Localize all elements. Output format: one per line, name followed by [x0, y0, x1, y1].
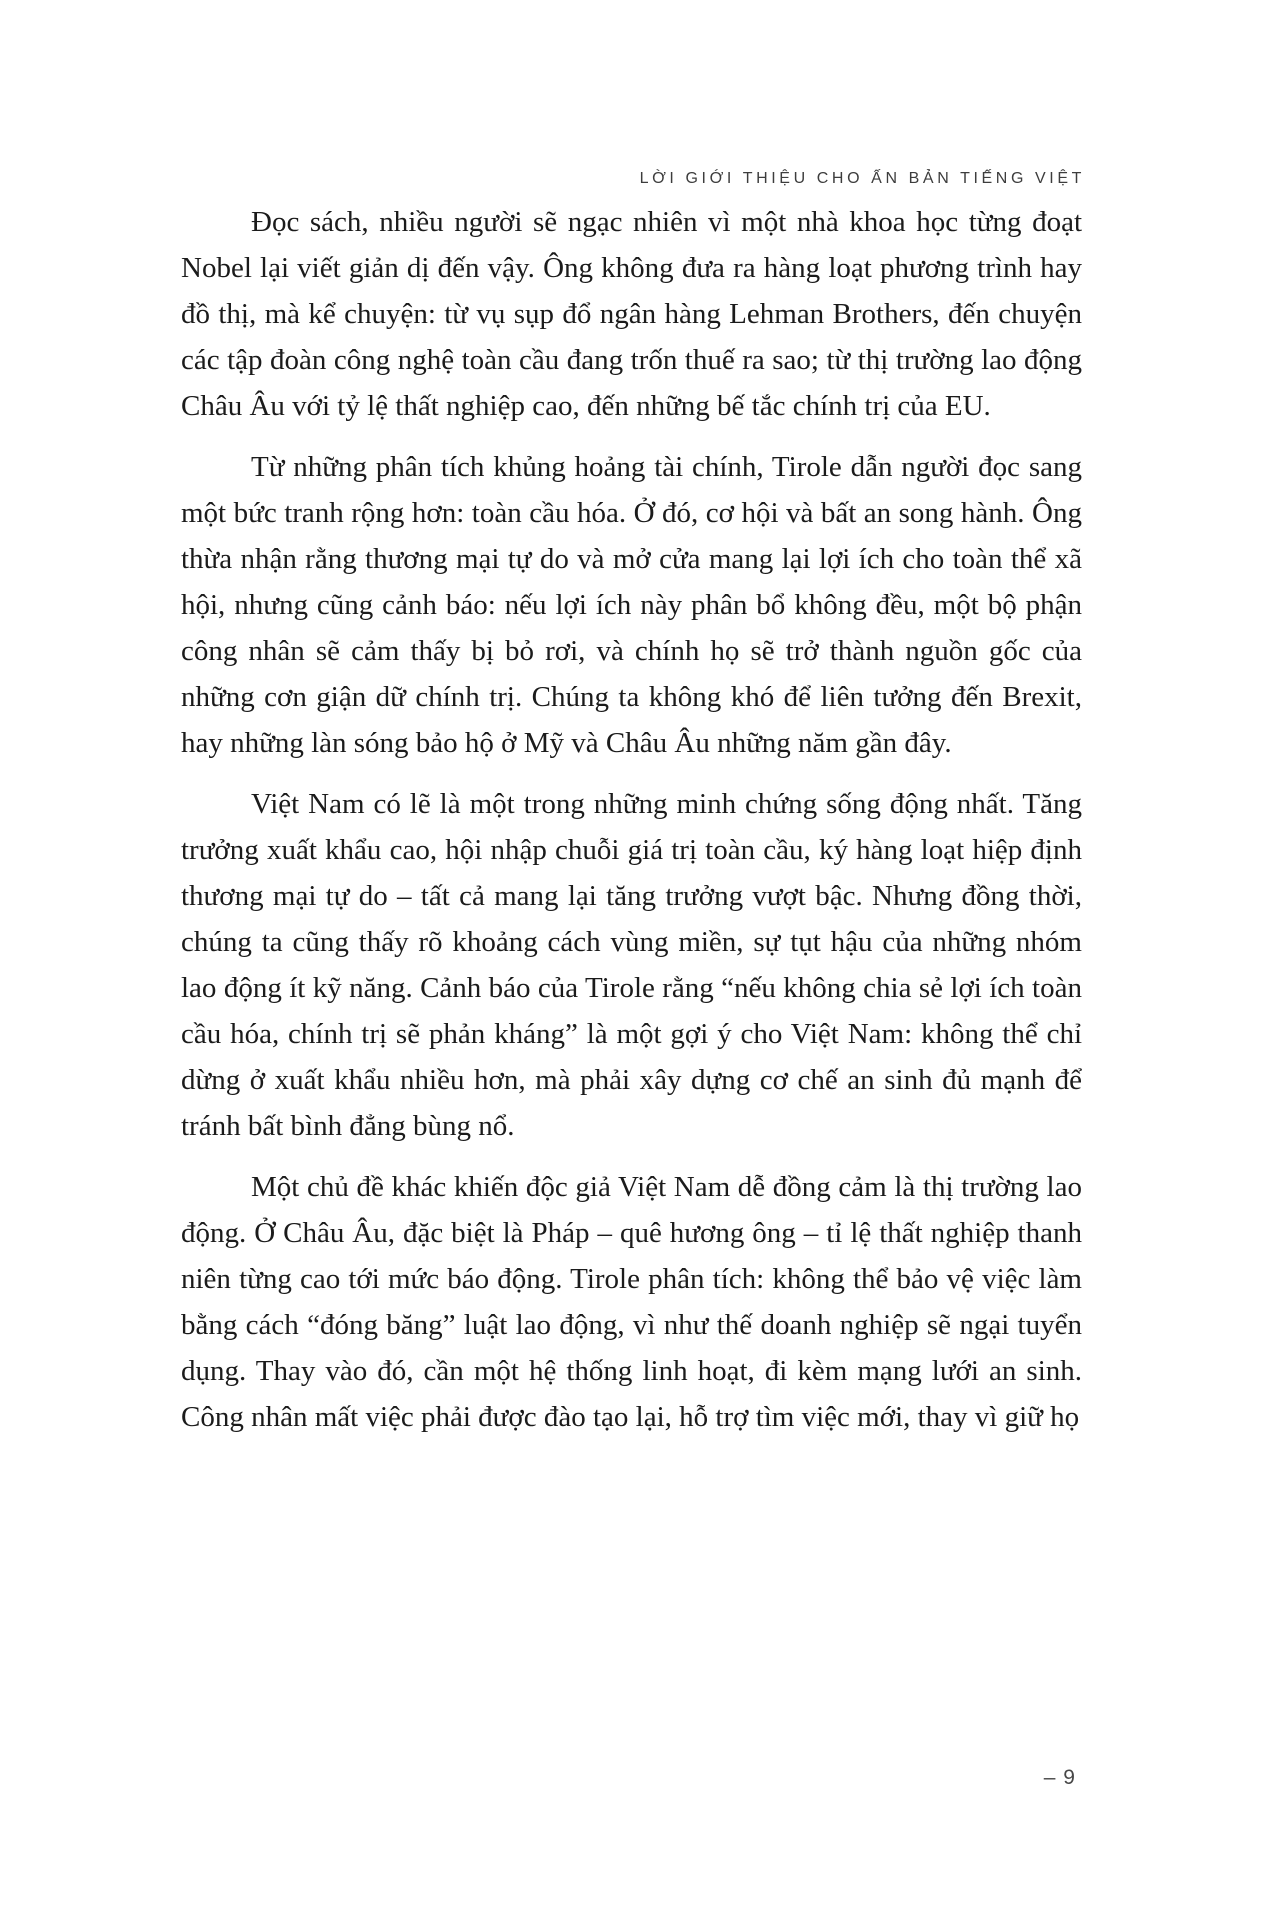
paragraph-2: Từ những phân tích khủng hoảng tài chính, Tirole dẫn người đọc sang một bức tranh rộng hơn: toàn cầu hóa. Ở đó, cơ hội và bất an song hành. Ông thừa nhận rằng thương mại tự do và mở cửa mang lại lợi ích cho toàn thể xã hội, nhưng cũng cảnh báo: nếu lợi ích này phân bổ không đều, một bộ phận công nhân sẽ cảm thấy bị bỏ rơi, và chính họ sẽ trở thành nguồn gốc của những cơn giận dữ chính trị. Chúng ta không khó để liên tưởng đến Brexit, hay những làn sóng bảo hộ ở Mỹ và Châu Âu những năm gần đây.: [181, 451, 1082, 759]
paragraph-1: Đọc sách, nhiều người sẽ ngạc nhiên vì một nhà khoa học từng đoạt Nobel lại viết giản dị đến vậy. Ông không đưa ra hàng loạt phương trình hay đồ thị, mà kể chuyện: từ vụ sụp đổ ngân hàng Lehman Brothers, đến chuyện các tập đoàn công nghệ toàn cầu đang trốn thuế ra sao; từ thị trường lao động Châu Âu với tỷ lệ thất nghiệp cao, đến những bế tắc chính trị của EU.: [181, 206, 1082, 422]
paragraph-3: Việt Nam có lẽ là một trong những minh chứng sống động nhất. Tăng trưởng xuất khẩu cao, hội nhập chuỗi giá trị toàn cầu, ký hàng loạt hiệp định thương mại tự do – tất cả mang lại tăng trưởng vượt bậc. Nhưng đồng thời, chúng ta cũng thấy rõ khoảng cách vùng miền, sự tụt hậu của những nhóm lao động ít kỹ năng. Cảnh báo của Tirole rằng “nếu không chia sẻ lợi ích toàn cầu hóa, chính trị sẽ phản kháng” là một gợi ý cho Việt Nam: không thể chỉ dừng ở xuất khẩu nhiều hơn, mà phải xây dựng cơ chế an sinh đủ mạnh để tránh bất bình đẳng bùng nổ.: [181, 788, 1082, 1142]
page-number: – 9: [1043, 1766, 1076, 1789]
page-body: [181, 199, 1082, 1455]
running-header: LỜI GIỚI THIỆU CHO ẤN BẢN TIẾNG VIỆT: [639, 170, 1085, 187]
paragraph-4: Một chủ đề khác khiến độc giả Việt Nam dễ đồng cảm là thị trường lao động. Ở Châu Âu, đặc biệt là Pháp – quê hương ông – tỉ lệ thất nghiệp thanh niên từng cao tới mức báo động. Tirole phân tích: không thể bảo vệ việc làm bằng cách “đóng băng” luật lao động, vì như thế doanh nghiệp sẽ ngại tuyển dụng. Thay vào đó, cần một hệ thống linh hoạt, đi kèm mạng lưới an sinh. Công nhân mất việc phải được đào tạo lại, hỗ trợ tìm việc mới, thay vì giữ họ: [181, 1171, 1082, 1433]
